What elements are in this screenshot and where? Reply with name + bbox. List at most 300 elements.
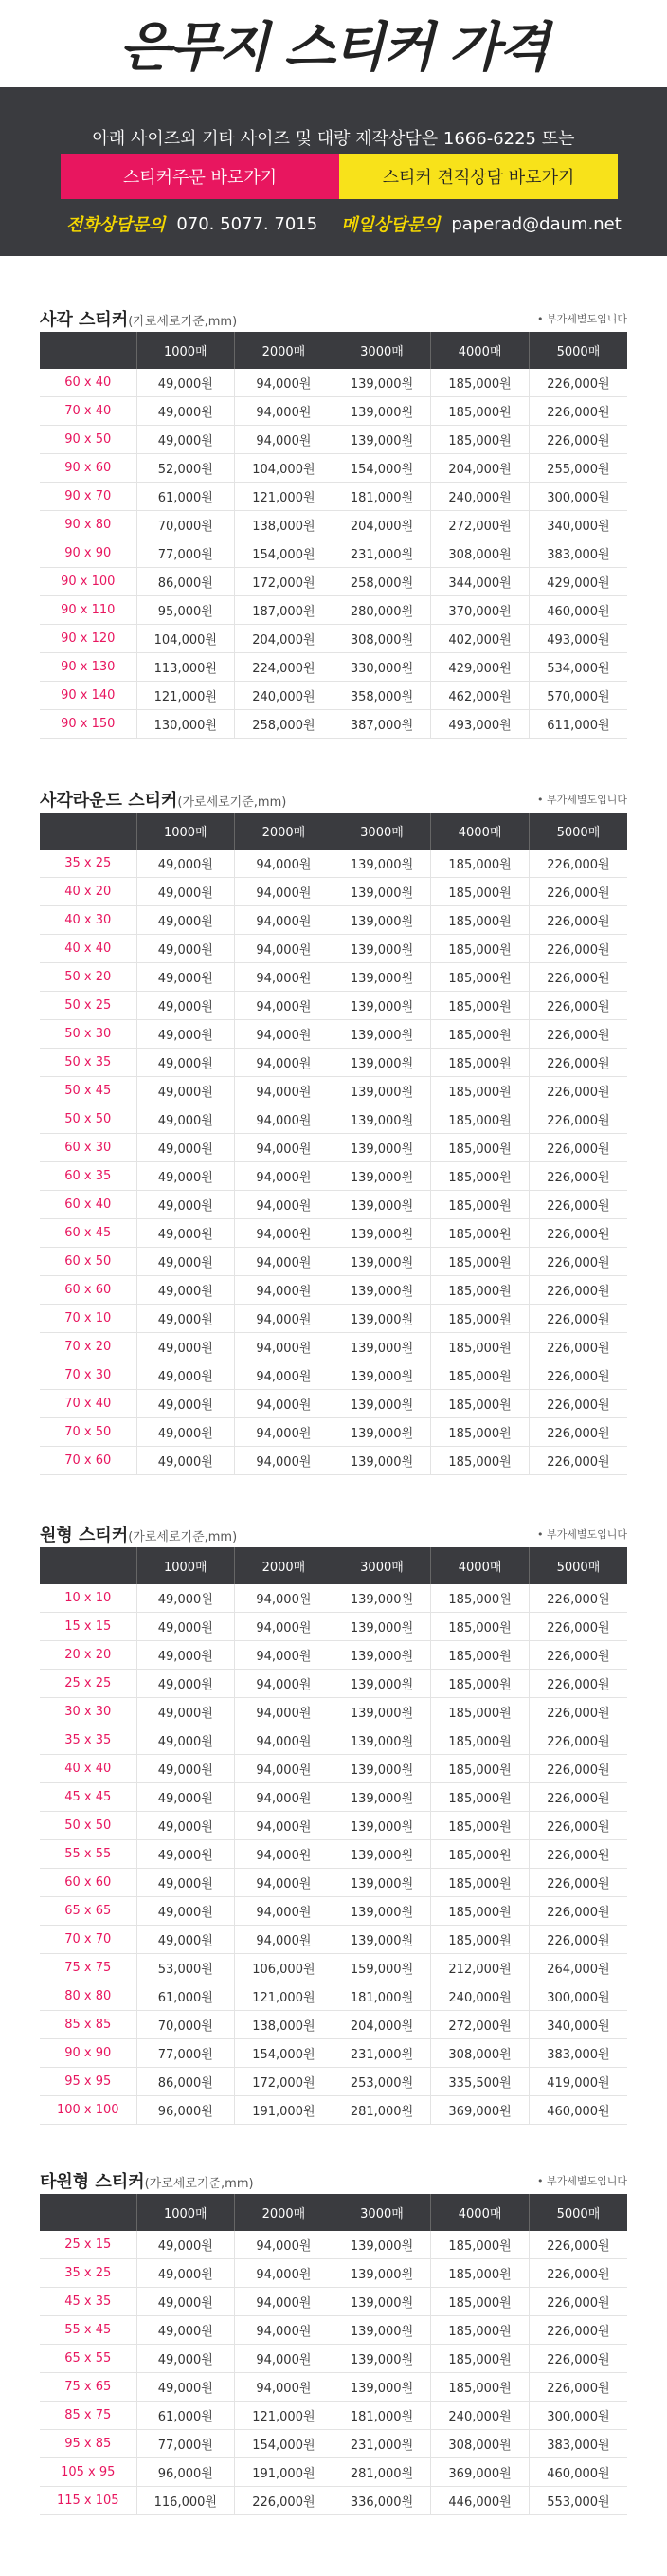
column-header: 1000매: [136, 2194, 235, 2231]
table-row: [40, 2345, 627, 2373]
price-cell: 94,000원: [235, 935, 334, 963]
column-header: [40, 2194, 136, 2231]
table-row: [40, 369, 627, 397]
price-section-circle: [0, 1517, 667, 2119]
price-cell: 185,000원: [431, 2259, 530, 2288]
price-cell: 49,000원: [136, 1447, 235, 1475]
section-title-text: 사각라운드 스티커: [40, 791, 178, 811]
price-cell: 300,000원: [529, 483, 627, 511]
price-cell: 94,000원: [235, 1641, 334, 1670]
price-cell: 139,000원: [333, 1390, 431, 1418]
phone-label: 전화상담문의: [66, 215, 166, 235]
price-cell: 94,000원: [235, 2345, 334, 2373]
price-cell: 104,000원: [235, 454, 334, 483]
price-cell: 185,000원: [431, 1049, 530, 1077]
table-row: [40, 2096, 627, 2125]
price-cell: 226,000원: [529, 878, 627, 906]
price-cell: 94,000원: [235, 1020, 334, 1049]
email-label: 메일상담문의: [341, 215, 441, 235]
price-cell: 139,000원: [333, 1020, 431, 1049]
price-cell: 185,000원: [431, 935, 530, 963]
price-cell: 94,000원: [235, 1418, 334, 1447]
price-cell: 139,000원: [333, 850, 431, 878]
price-cell: 121,000원: [235, 2402, 334, 2430]
price-cell: 534,000원: [529, 653, 627, 682]
price-cell: 226,000원: [529, 935, 627, 963]
phone-numbers[interactable]: 070. 5077. 7015: [176, 213, 318, 234]
price-cell: 94,000원: [235, 2316, 334, 2345]
table-row: [40, 2068, 627, 2096]
size-cell: 60 x 60: [40, 1276, 136, 1305]
column-header: 2000매: [235, 2194, 334, 2231]
vat-note: • 부가세별도입니다: [537, 313, 627, 325]
price-cell: 49,000원: [136, 1049, 235, 1077]
price-cell: 185,000원: [431, 1276, 530, 1305]
price-cell: 154,000원: [235, 539, 334, 568]
table-row: [40, 1077, 627, 1105]
price-cell: 49,000원: [136, 2288, 235, 2316]
price-cell: 94,000원: [235, 2259, 334, 2288]
price-cell: 139,000원: [333, 1049, 431, 1077]
price-cell: 49,000원: [136, 1276, 235, 1305]
table-header-row: [40, 332, 627, 369]
price-cell: 94,000원: [235, 1447, 334, 1475]
sticker-order-button[interactable]: 스티커주문 바로가기: [61, 154, 339, 199]
size-cell: 50 x 35: [40, 1049, 136, 1077]
price-table: [40, 813, 627, 1475]
price-cell: 281,000원: [333, 2096, 431, 2125]
price-cell: 226,000원: [529, 369, 627, 397]
price-cell: 61,000원: [136, 1982, 235, 2011]
section-unit: (가로세로기준,mm): [128, 315, 238, 329]
size-cell: 60 x 50: [40, 1248, 136, 1276]
price-cell: 49,000원: [136, 2373, 235, 2402]
price-cell: 185,000원: [431, 1248, 530, 1276]
price-cell: 185,000원: [431, 1134, 530, 1162]
size-cell: 95 x 85: [40, 2430, 136, 2458]
table-row: [40, 568, 627, 596]
price-cell: 226,000원: [529, 1926, 627, 1954]
table-row: [40, 2231, 627, 2259]
table-row: [40, 935, 627, 963]
table-row: [40, 2373, 627, 2402]
price-cell: 187,000원: [235, 596, 334, 625]
price-cell: 154,000원: [235, 2430, 334, 2458]
price-cell: 95,000원: [136, 596, 235, 625]
table-row: [40, 2430, 627, 2458]
price-cell: 369,000원: [431, 2096, 530, 2125]
price-cell: 49,000원: [136, 1219, 235, 1248]
price-cell: 185,000원: [431, 1361, 530, 1390]
price-cell: 231,000원: [333, 2430, 431, 2458]
price-cell: 77,000원: [136, 539, 235, 568]
price-cell: 94,000원: [235, 1726, 334, 1755]
price-cell: 139,000원: [333, 1105, 431, 1134]
price-cell: 139,000원: [333, 1670, 431, 1698]
price-cell: 226,000원: [529, 1049, 627, 1077]
price-cell: 49,000원: [136, 1698, 235, 1726]
price-cell: 172,000원: [235, 568, 334, 596]
size-cell: 40 x 30: [40, 906, 136, 935]
price-cell: 185,000원: [431, 1077, 530, 1105]
price-cell: 49,000원: [136, 426, 235, 454]
price-cell: 226,000원: [235, 2487, 334, 2515]
price-cell: 226,000원: [529, 1333, 627, 1361]
price-cell: 300,000원: [529, 1982, 627, 2011]
column-header: 5000매: [529, 332, 627, 369]
table-row: [40, 511, 627, 539]
price-cell: 139,000원: [333, 1191, 431, 1219]
price-cell: 204,000원: [333, 511, 431, 539]
price-cell: 49,000원: [136, 369, 235, 397]
price-cell: 94,000원: [235, 1812, 334, 1840]
price-cell: 226,000원: [529, 1869, 627, 1897]
price-cell: 226,000원: [529, 1783, 627, 1812]
price-cell: 460,000원: [529, 2458, 627, 2487]
table-row: [40, 1276, 627, 1305]
price-cell: 462,000원: [431, 682, 530, 710]
table-header-row: [40, 813, 627, 850]
size-cell: 90 x 70: [40, 483, 136, 511]
price-cell: 308,000원: [431, 2039, 530, 2068]
price-cell: 185,000원: [431, 1333, 530, 1361]
size-cell: 115 x 105: [40, 2487, 136, 2515]
price-cell: 138,000원: [235, 511, 334, 539]
price-cell: 281,000원: [333, 2458, 431, 2487]
price-cell: 49,000원: [136, 1390, 235, 1418]
table-row: [40, 2487, 627, 2515]
price-cell: 94,000원: [235, 1077, 334, 1105]
price-cell: 226,000원: [529, 1191, 627, 1219]
price-cell: 226,000원: [529, 1077, 627, 1105]
price-cell: 185,000원: [431, 1755, 530, 1783]
price-cell: 185,000원: [431, 1305, 530, 1333]
table-row: [40, 1418, 627, 1447]
table-row: [40, 1333, 627, 1361]
size-cell: 90 x 90: [40, 2039, 136, 2068]
price-cell: 226,000원: [529, 1840, 627, 1869]
table-row: [40, 2011, 627, 2039]
section-header: [0, 2164, 667, 2192]
price-cell: 139,000원: [333, 906, 431, 935]
price-cell: 94,000원: [235, 850, 334, 878]
price-cell: 94,000원: [235, 1134, 334, 1162]
price-cell: 300,000원: [529, 2402, 627, 2430]
price-cell: 226,000원: [529, 1670, 627, 1698]
price-cell: 154,000원: [235, 2039, 334, 2068]
section-header: [0, 1517, 667, 1545]
table-row: [40, 906, 627, 935]
size-cell: 40 x 20: [40, 878, 136, 906]
table-row: [40, 1305, 627, 1333]
price-cell: 49,000원: [136, 1897, 235, 1926]
price-cell: 49,000원: [136, 963, 235, 992]
price-cell: 191,000원: [235, 2096, 334, 2125]
price-cell: 185,000원: [431, 1897, 530, 1926]
price-cell: 611,000원: [529, 710, 627, 739]
price-cell: 94,000원: [235, 1390, 334, 1418]
price-cell: 226,000원: [529, 1134, 627, 1162]
size-cell: 85 x 85: [40, 2011, 136, 2039]
price-cell: 77,000원: [136, 2430, 235, 2458]
vat-note: • 부가세별도입니다: [537, 1528, 627, 1541]
price-cell: 139,000원: [333, 1840, 431, 1869]
column-header: 2000매: [235, 813, 334, 850]
price-cell: 340,000원: [529, 2011, 627, 2039]
size-cell: 90 x 120: [40, 625, 136, 653]
column-header: 1000매: [136, 813, 235, 850]
price-cell: 49,000원: [136, 1162, 235, 1191]
column-header: 2000매: [235, 332, 334, 369]
price-cell: 231,000원: [333, 539, 431, 568]
price-cell: 154,000원: [333, 454, 431, 483]
table-row: [40, 2402, 627, 2430]
section-title-text: 타원형 스티커: [40, 2172, 145, 2192]
page-title: 은무지 스티커 가격: [119, 17, 548, 79]
price-cell: 49,000원: [136, 2316, 235, 2345]
price-cell: 121,000원: [235, 483, 334, 511]
price-cell: 226,000원: [529, 2231, 627, 2259]
price-cell: 96,000원: [136, 2458, 235, 2487]
price-cell: 181,000원: [333, 1982, 431, 2011]
price-cell: 94,000원: [235, 1305, 334, 1333]
size-cell: 60 x 60: [40, 1869, 136, 1897]
table-row: [40, 1812, 627, 1840]
price-cell: 49,000원: [136, 2259, 235, 2288]
price-cell: 185,000원: [431, 2316, 530, 2345]
size-cell: 60 x 45: [40, 1219, 136, 1248]
price-cell: 446,000원: [431, 2487, 530, 2515]
price-cell: 106,000원: [235, 1954, 334, 1982]
price-cell: 94,000원: [235, 1333, 334, 1361]
price-cell: 226,000원: [529, 1105, 627, 1134]
price-cell: 116,000원: [136, 2487, 235, 2515]
price-cell: 139,000원: [333, 369, 431, 397]
column-header: 4000매: [431, 2194, 530, 2231]
size-cell: 90 x 60: [40, 454, 136, 483]
price-cell: 94,000원: [235, 369, 334, 397]
price-cell: 226,000원: [529, 1812, 627, 1840]
price-cell: 139,000원: [333, 1361, 431, 1390]
price-cell: 49,000원: [136, 1134, 235, 1162]
size-cell: 60 x 40: [40, 1191, 136, 1219]
price-cell: 185,000원: [431, 2373, 530, 2402]
table-row: [40, 596, 627, 625]
price-cell: 240,000원: [431, 483, 530, 511]
size-cell: 50 x 30: [40, 1020, 136, 1049]
price-cell: 94,000원: [235, 1698, 334, 1726]
column-header: [40, 332, 136, 369]
size-cell: 90 x 140: [40, 682, 136, 710]
section-title: [40, 2168, 254, 2193]
price-cell: 139,000원: [333, 1812, 431, 1840]
size-cell: 55 x 45: [40, 2316, 136, 2345]
price-table: [40, 332, 627, 739]
email-contact: [341, 205, 622, 243]
size-cell: 20 x 20: [40, 1641, 136, 1670]
price-cell: 226,000원: [529, 963, 627, 992]
size-cell: 70 x 30: [40, 1361, 136, 1390]
price-cell: 226,000원: [529, 992, 627, 1020]
column-header: 5000매: [529, 2194, 627, 2231]
price-cell: 49,000원: [136, 2345, 235, 2373]
price-cell: 49,000원: [136, 1248, 235, 1276]
table-row: [40, 682, 627, 710]
price-cell: 94,000원: [235, 1926, 334, 1954]
price-cell: 139,000원: [333, 963, 431, 992]
price-cell: 185,000원: [431, 1418, 530, 1447]
price-cell: 139,000원: [333, 426, 431, 454]
price-cell: 49,000원: [136, 1361, 235, 1390]
price-section-square: [0, 301, 667, 733]
price-cell: 226,000원: [529, 2316, 627, 2345]
table-row: [40, 1248, 627, 1276]
price-cell: 94,000원: [235, 906, 334, 935]
price-cell: 493,000원: [529, 625, 627, 653]
table-row: [40, 1840, 627, 1869]
price-cell: 130,000원: [136, 710, 235, 739]
price-cell: 139,000원: [333, 1276, 431, 1305]
price-cell: 94,000원: [235, 397, 334, 426]
price-cell: 49,000원: [136, 1641, 235, 1670]
price-cell: 240,000원: [431, 1982, 530, 2011]
price-cell: 86,000원: [136, 2068, 235, 2096]
price-cell: 94,000원: [235, 1670, 334, 1698]
price-cell: 185,000원: [431, 1869, 530, 1897]
price-cell: 330,000원: [333, 653, 431, 682]
price-cell: 96,000원: [136, 2096, 235, 2125]
phone-contact: [66, 205, 317, 243]
table-row: [40, 1670, 627, 1698]
column-header: 4000매: [431, 332, 530, 369]
table-row: [40, 1191, 627, 1219]
price-cell: 240,000원: [431, 2402, 530, 2430]
price-cell: 94,000원: [235, 1613, 334, 1641]
price-cell: 49,000원: [136, 1191, 235, 1219]
price-cell: 226,000원: [529, 1305, 627, 1333]
price-cell: 264,000원: [529, 1954, 627, 1982]
table-row: [40, 1726, 627, 1755]
price-cell: 49,000원: [136, 1670, 235, 1698]
table-row: [40, 1869, 627, 1897]
price-cell: 94,000원: [235, 878, 334, 906]
table-row: [40, 2316, 627, 2345]
sticker-quote-button[interactable]: 스티커 견적상담 바로가기: [339, 154, 618, 199]
table-row: [40, 1049, 627, 1077]
price-cell: 49,000원: [136, 1926, 235, 1954]
table-row: [40, 2458, 627, 2487]
table-row: [40, 454, 627, 483]
price-cell: 139,000원: [333, 1783, 431, 1812]
column-header: 5000매: [529, 1547, 627, 1584]
size-cell: 90 x 150: [40, 710, 136, 739]
price-cell: 185,000원: [431, 1840, 530, 1869]
price-cell: 49,000원: [136, 1077, 235, 1105]
price-cell: 139,000원: [333, 1162, 431, 1191]
price-cell: 172,000원: [235, 2068, 334, 2096]
price-cell: 49,000원: [136, 878, 235, 906]
table-row: [40, 539, 627, 568]
price-cell: 94,000원: [235, 1248, 334, 1276]
price-cell: 258,000원: [235, 710, 334, 739]
price-cell: 185,000원: [431, 2345, 530, 2373]
price-cell: 139,000원: [333, 1698, 431, 1726]
price-cell: 185,000원: [431, 878, 530, 906]
price-cell: 53,000원: [136, 1954, 235, 1982]
column-header: 5000매: [529, 813, 627, 850]
table-row: [40, 1926, 627, 1954]
section-header: [0, 301, 667, 330]
price-cell: 272,000원: [431, 2011, 530, 2039]
price-cell: 185,000원: [431, 992, 530, 1020]
column-header: 3000매: [333, 1547, 431, 1584]
price-cell: 139,000원: [333, 1926, 431, 1954]
price-cell: 139,000원: [333, 878, 431, 906]
price-cell: 185,000원: [431, 426, 530, 454]
price-cell: 185,000원: [431, 1783, 530, 1812]
price-cell: 185,000원: [431, 1812, 530, 1840]
price-cell: 49,000원: [136, 2231, 235, 2259]
price-cell: 224,000원: [235, 653, 334, 682]
price-cell: 383,000원: [529, 2430, 627, 2458]
table-row: [40, 2039, 627, 2068]
table-row: [40, 1105, 627, 1134]
price-cell: 387,000원: [333, 710, 431, 739]
price-cell: 139,000원: [333, 2259, 431, 2288]
email-address[interactable]: paperad@daum.net: [451, 213, 622, 234]
size-cell: 90 x 80: [40, 511, 136, 539]
price-cell: 139,000원: [333, 2231, 431, 2259]
size-cell: 95 x 95: [40, 2068, 136, 2096]
price-cell: 139,000원: [333, 1248, 431, 1276]
price-cell: 185,000원: [431, 1726, 530, 1755]
price-cell: 280,000원: [333, 596, 431, 625]
size-cell: 70 x 20: [40, 1333, 136, 1361]
table-row: [40, 483, 627, 511]
price-cell: 429,000원: [431, 653, 530, 682]
table-row: [40, 1954, 627, 1982]
price-cell: 185,000원: [431, 963, 530, 992]
consult-notice: 아래 사이즈외 기타 사이즈 및 대량 제작상담은 1666-6225 또는: [92, 129, 575, 149]
price-cell: 94,000원: [235, 1219, 334, 1248]
size-cell: 50 x 50: [40, 1105, 136, 1134]
price-cell: 94,000원: [235, 1191, 334, 1219]
price-cell: 185,000원: [431, 1641, 530, 1670]
table-row: [40, 426, 627, 454]
price-cell: 226,000원: [529, 1418, 627, 1447]
price-section-rounded-square: [0, 782, 667, 1470]
price-cell: 94,000원: [235, 1869, 334, 1897]
price-cell: 139,000원: [333, 1447, 431, 1475]
price-cell: 121,000원: [235, 1982, 334, 2011]
column-header: 1000매: [136, 332, 235, 369]
price-cell: 226,000원: [529, 1641, 627, 1670]
section-title: [40, 306, 237, 331]
price-cell: 226,000원: [529, 1755, 627, 1783]
price-cell: 226,000원: [529, 1162, 627, 1191]
table-header-row: [40, 1547, 627, 1584]
price-cell: 185,000원: [431, 1020, 530, 1049]
price-cell: 94,000원: [235, 1897, 334, 1926]
price-cell: 49,000원: [136, 1755, 235, 1783]
price-cell: 185,000원: [431, 1670, 530, 1698]
price-cell: 308,000원: [431, 2430, 530, 2458]
price-cell: 185,000원: [431, 1584, 530, 1613]
size-cell: 50 x 20: [40, 963, 136, 992]
price-cell: 185,000원: [431, 1390, 530, 1418]
price-cell: 419,000원: [529, 2068, 627, 2096]
price-cell: 49,000원: [136, 1020, 235, 1049]
